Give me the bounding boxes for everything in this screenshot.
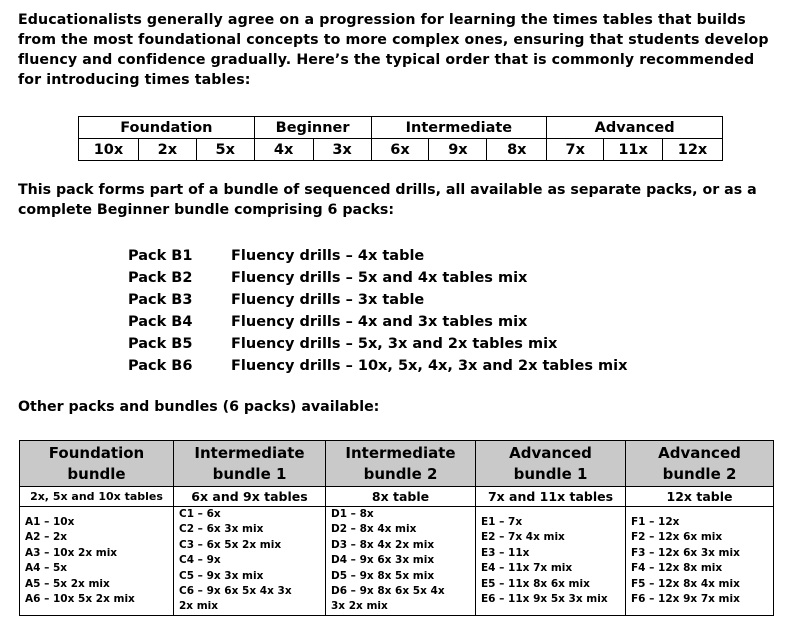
list-item: D2 – 8x 4x mix (331, 523, 417, 536)
table-cell: 6x (371, 139, 429, 161)
list-item: E3 – 11x (481, 546, 530, 559)
list-item: C2 – 6x 3x mix (179, 523, 264, 536)
pack-description: Fluency drills – 10x, 5x, 4x, 3x and 2x tables mix (231, 358, 628, 374)
pack-description: Fluency drills – 4x and 3x tables mix (231, 314, 528, 330)
list-item: E2 – 7x 4x mix (481, 531, 565, 544)
other-packs-heading: Other packs and bundles (6 packs) available: (18, 399, 380, 415)
pack-row (128, 267, 627, 289)
bundle-subtitle: 6x and 9x tables (174, 487, 326, 507)
list-item: A5 – 5x 2x mix (25, 577, 110, 590)
pack-row (128, 311, 627, 333)
pack-row (128, 333, 627, 355)
table-cell: 7x (547, 139, 604, 161)
table-cell: 9x (429, 139, 487, 161)
list-item: D1 – 8x (331, 508, 374, 520)
group-advanced: Advanced (547, 117, 723, 139)
list-item: A3 – 10x 2x mix (25, 546, 118, 559)
list-item: D5 – 9x 8x 5x mix (331, 569, 435, 582)
group-intermediate: Intermediate (371, 117, 547, 139)
list-item: A6 – 10x 5x 2x mix (25, 593, 135, 606)
times-table-order-table (78, 116, 723, 161)
pack-description: Fluency drills – 5x, 3x and 2x tables mix (231, 336, 558, 352)
list-item: A4 – 5x (25, 562, 68, 575)
bundle-subtitle: 2x, 5x and 10x tables (20, 487, 174, 507)
bundle-header: Foundation bundle (20, 441, 174, 487)
list-item: D4 – 9x 6x 3x mix (331, 554, 435, 567)
bundles-table (19, 440, 774, 616)
table-cell: 3x (313, 139, 371, 161)
bundle-subtitle: 8x table (326, 487, 476, 507)
table-cell: 8x (487, 139, 547, 161)
group-beginner: Beginner (254, 117, 371, 139)
list-item: F3 – 12x 6x 3x mix (631, 546, 740, 559)
table-cell: 11x (604, 139, 663, 161)
bundle-subtitle: 12x table (626, 487, 774, 507)
bundles-subtitle-row (20, 487, 774, 507)
list-item: F4 – 12x 8x mix (631, 562, 723, 575)
list-item: D3 – 8x 4x 2x mix (331, 538, 435, 551)
pack-row (128, 355, 627, 377)
list-item: C4 – 9x (179, 554, 221, 567)
pack-row (128, 289, 627, 311)
list-item: A1 – 10x (25, 516, 75, 528)
bundles-items-row (20, 507, 774, 616)
list-item: C5 – 9x 3x mix (179, 569, 264, 582)
table-cell: 10x (79, 139, 139, 161)
pack-code: Pack B1 (128, 248, 193, 264)
table-cell: 2x (138, 139, 196, 161)
list-item: 3x 2x mix (331, 600, 388, 613)
list-item: E6 – 11x 9x 5x 3x mix (481, 593, 608, 606)
list-item: C1 – 6x (179, 508, 221, 520)
list-item: F2 – 12x 6x mix (631, 531, 723, 544)
list-item: E4 – 11x 7x mix (481, 562, 573, 575)
list-item: D6 – 9x 8x 6x 5x 4x (331, 585, 445, 598)
list-item: 2x mix (179, 600, 219, 613)
pack-code: Pack B3 (128, 292, 193, 308)
list-item: F1 – 12x (631, 516, 680, 528)
bundle-header: Advanced bundle 1 (476, 441, 626, 487)
bundle-items-intermediate-2 (326, 507, 476, 616)
table-cell: 5x (196, 139, 254, 161)
list-item: E5 – 11x 8x 6x mix (481, 577, 590, 590)
intro-paragraph: Educationalists generally agree on a progression for learning the times tables that builds from the most foundational concepts to more complex ones, ensuring that students develop fluency and confidence gradually. Here’s the typical order that is commonly recommended for introducing times tables: (18, 12, 769, 88)
list-item: F6 – 12x 9x 7x mix (631, 593, 740, 606)
bundle-paragraph: This pack forms part of a bundle of sequenced drills, all available as separate packs, or as a complete Beginner bundle comprising 6 packs: (18, 182, 757, 218)
list-item: A2 – 2x (25, 531, 68, 544)
bundle-items-foundation (20, 507, 174, 616)
pack-description: Fluency drills – 5x and 4x tables mix (231, 270, 528, 286)
order-tables-row (79, 139, 723, 161)
list-item: E1 – 7x (481, 516, 523, 528)
pack-code: Pack B6 (128, 358, 193, 374)
list-item: C6 – 9x 6x 5x 4x 3x (179, 585, 292, 598)
bundle-items-advanced-1 (476, 507, 626, 616)
pack-code: Pack B5 (128, 336, 193, 352)
list-item: C3 – 6x 5x 2x mix (179, 538, 282, 551)
bundle-header: Intermediate bundle 2 (326, 441, 476, 487)
pack-description: Fluency drills – 4x table (231, 248, 425, 264)
table-cell: 12x (663, 139, 723, 161)
order-groups-row (79, 117, 723, 139)
table-cell: 4x (254, 139, 313, 161)
bundle-header: Intermediate bundle 1 (174, 441, 326, 487)
pack-code: Pack B4 (128, 314, 193, 330)
bundle-items-advanced-2 (626, 507, 774, 616)
pack-list (128, 245, 627, 377)
bundles-header-row (20, 441, 774, 487)
group-foundation: Foundation (79, 117, 255, 139)
pack-row (128, 245, 627, 267)
bundle-header: Advanced bundle 2 (626, 441, 774, 487)
bundle-subtitle: 7x and 11x tables (476, 487, 626, 507)
list-item: F5 – 12x 8x 4x mix (631, 577, 740, 590)
pack-code: Pack B2 (128, 270, 193, 286)
bundle-items-intermediate-1 (174, 507, 326, 616)
pack-description: Fluency drills – 3x table (231, 292, 425, 308)
